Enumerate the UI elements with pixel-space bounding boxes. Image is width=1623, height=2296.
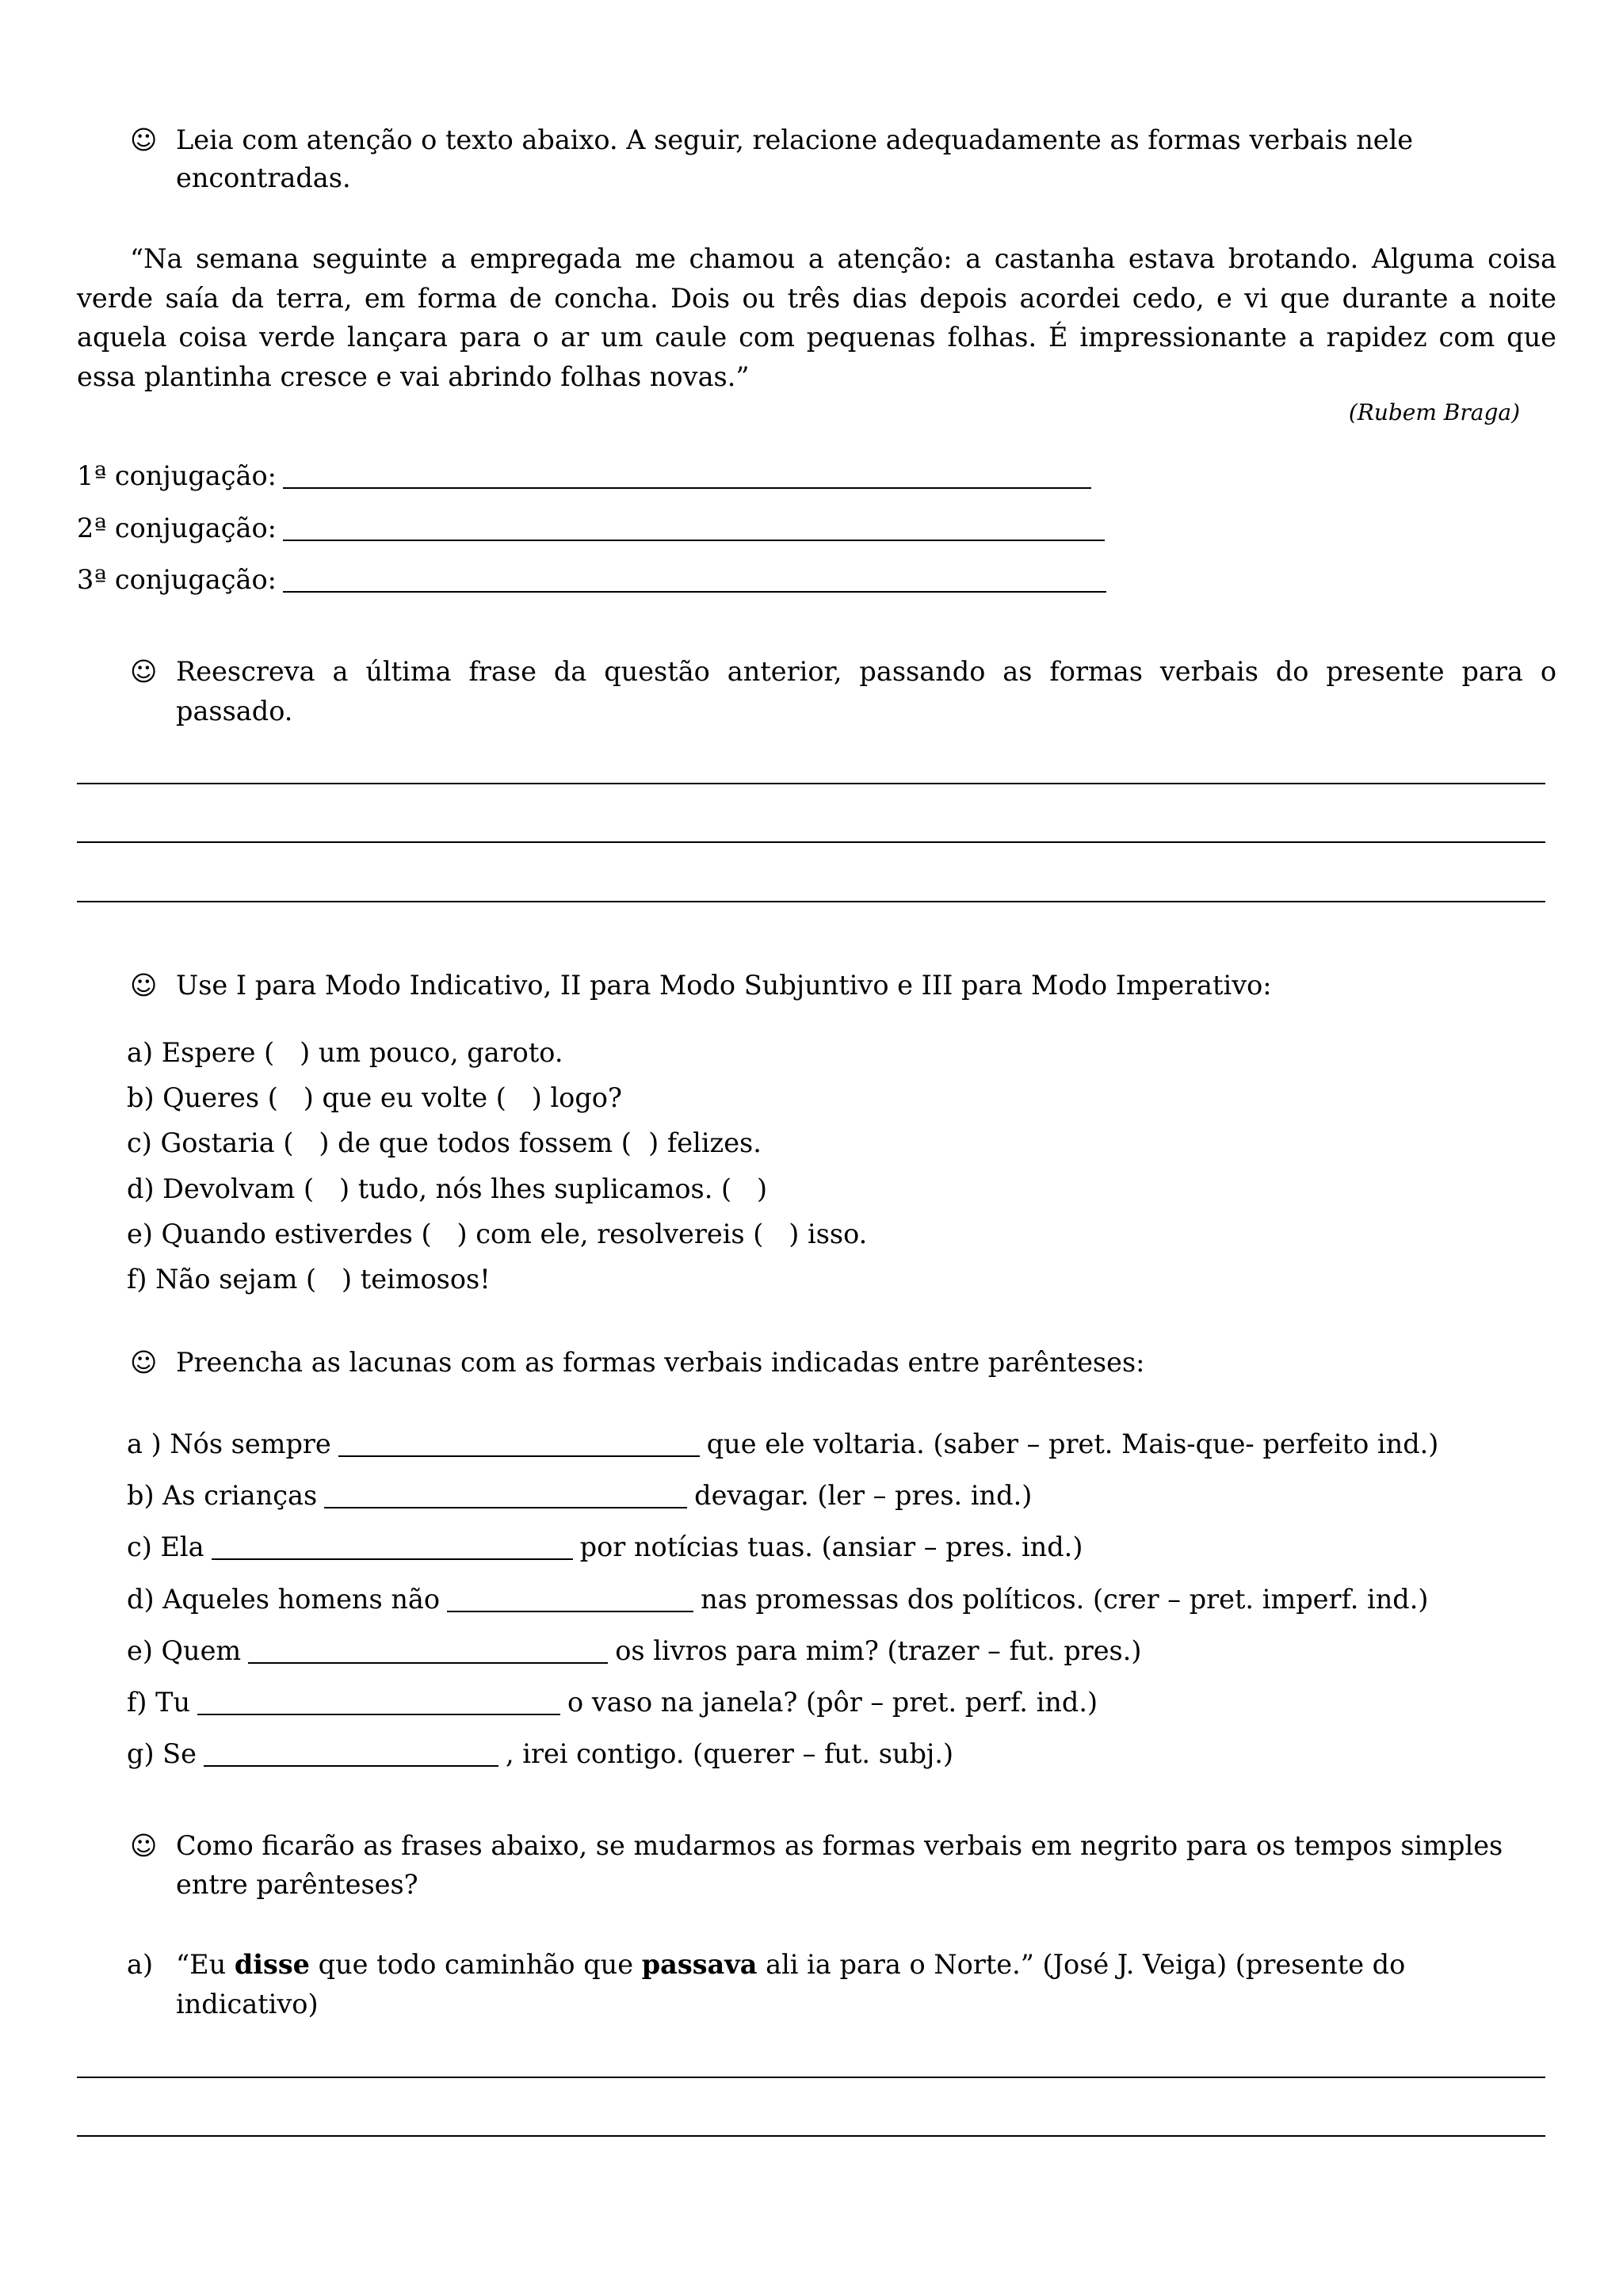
fill-in-after: por notícias tuas. (ansiar – pres. ind.) (579, 1531, 1083, 1563)
answer-blank (283, 487, 1091, 489)
answer-blank (204, 1765, 498, 1767)
quote-line: essa plantinha cresce e vai abrindo folhas novas.” (77, 360, 750, 392)
smiley-icon: ☺ (130, 1830, 158, 1861)
conjugation-label: 1ª conjugação: (77, 460, 277, 491)
answer-line (77, 2077, 1545, 2078)
item-text-after: ali ia para o Norte.” (José J. Veiga) (presente do (766, 1949, 1406, 1980)
answer-blank (248, 1662, 608, 1664)
author-credit: (Rubem Braga) (1348, 399, 1520, 425)
prompt-line: entre parênteses? (176, 1869, 418, 1900)
fill-in-before: g) Se (127, 1738, 197, 1770)
item-line: indicativo) (176, 1989, 319, 2019)
prompt-line: Reescreva a última frase da questão anterior, passando as formas verbais do presente para o (176, 656, 1556, 687)
mood-item: d) Devolvam ( ) tudo, nós lhes suplicamos. ( ) (127, 1173, 768, 1204)
fill-in-item (127, 1728, 1438, 1779)
question-2-prompt-text (176, 652, 1556, 731)
fill-in-item (127, 1470, 1438, 1521)
mood-item: c) Gostaria ( ) de que todos fossem ( ) felizes. (127, 1127, 762, 1159)
quote-line: verde saía da terra, em forma de concha. Dois ou três dias depois acordei cedo, e vi que durante a noite (77, 282, 1556, 314)
fill-in-before: a ) Nós sempre (127, 1428, 331, 1459)
prompt-line: Como ficarão as frases abaixo, se mudarmos as formas verbais em negrito para os tempos simples (176, 1830, 1503, 1861)
fill-in-after: que ele voltaria. (saber – pret. Mais-que- perfeito ind.) (706, 1428, 1439, 1459)
question-3-prompt-text (176, 967, 1556, 1005)
fill-in-after: os livros para mim? (trazer – fut. pres.) (615, 1634, 1142, 1666)
conjugation-label: 2ª conjugação: (77, 512, 277, 543)
smiley-icon: ☺ (130, 656, 158, 687)
mood-item: e) Quando estiverdes ( ) com ele, resolvereis ( ) isso. (127, 1218, 868, 1249)
prompt-line: Preencha as lacunas com as formas verbais indicadas entre parênteses: (176, 1347, 1145, 1378)
quoted-passage (77, 239, 1556, 396)
prompt-line: passado. (176, 696, 293, 727)
answer-line (77, 2135, 1545, 2137)
bold-verb: disse (234, 1949, 310, 1980)
fill-in-after: devagar. (ler – pres. ind.) (694, 1480, 1033, 1512)
answer-blank (283, 540, 1105, 541)
prompt-line: Leia com atenção o texto abaixo. A seguir, relacione adequadamente as formas verbais nele (176, 124, 1414, 155)
answer-blank (283, 591, 1106, 593)
answer-line (77, 841, 1545, 843)
fill-in-before: b) As crianças (127, 1480, 318, 1512)
fill-in-after: nas promessas dos políticos. (crer – pret. imperf. ind.) (701, 1583, 1429, 1615)
answer-blank (338, 1455, 700, 1457)
conjugation-label: 3ª conjugação: (77, 564, 277, 595)
mood-item-list (127, 1030, 867, 1302)
item-text-before: “Eu (176, 1949, 227, 1980)
mood-item: b) Queres ( ) que eu volte ( ) logo? (127, 1082, 622, 1114)
answer-blank (324, 1507, 687, 1508)
fill-in-item (127, 1418, 1438, 1470)
fill-in-item (127, 1676, 1438, 1728)
quote-line: “Na semana seguinte a empregada me chamou a atenção: a castanha estava brotando. Alguma coisa (130, 243, 1556, 274)
answer-line (77, 901, 1545, 902)
answer-blank (447, 1611, 693, 1612)
item-line (176, 1945, 1556, 1985)
fill-in-item (127, 1573, 1438, 1625)
mood-item: a) Espere ( ) um pouco, garoto. (127, 1037, 563, 1068)
smiley-icon: ☺ (130, 1347, 158, 1378)
conjugation-row (77, 561, 1113, 613)
fill-in-before: c) Ela (127, 1531, 204, 1563)
item-text-middle: que todo caminhão que (318, 1949, 634, 1980)
smiley-icon: ☺ (130, 970, 158, 1001)
fill-in-before: d) Aqueles homens não (127, 1583, 441, 1615)
prompt-line: encontradas. (176, 162, 351, 193)
fill-in-before: e) Quem (127, 1634, 242, 1666)
conjugation-row (77, 509, 1113, 562)
item-text (176, 1945, 1556, 2024)
fill-in-item (127, 1521, 1438, 1573)
answer-blank (212, 1558, 573, 1560)
smiley-icon: ☺ (130, 124, 158, 155)
bold-verb: passava (641, 1949, 758, 1980)
answer-line (77, 783, 1545, 784)
question-1-prompt-text (176, 121, 1556, 197)
mood-item: f) Não sejam ( ) teimosos! (127, 1264, 491, 1295)
answer-blank (197, 1714, 560, 1715)
quote-line: aquela coisa verde lançara para o ar um caule com pequenas folhas. É impressionante a rapidez com que (77, 322, 1556, 353)
fill-in-after: o vaso na janela? (pôr – pret. perf. ind.) (567, 1687, 1098, 1718)
prompt-line: Use I para Modo Indicativo, II para Modo Subjuntivo e III para Modo Imperativo: (176, 970, 1272, 1001)
question-4-prompt-text (176, 1344, 1556, 1382)
conjugation-list (77, 457, 1113, 613)
conjugation-row (77, 457, 1113, 509)
fill-in-list (127, 1418, 1438, 1779)
fill-in-item (127, 1625, 1438, 1676)
question-5-prompt-text (176, 1826, 1556, 1904)
fill-in-before: f) Tu (127, 1687, 191, 1718)
item-label: a) (127, 1949, 154, 1980)
fill-in-after: , irei contigo. (querer – fut. subj.) (505, 1738, 954, 1770)
